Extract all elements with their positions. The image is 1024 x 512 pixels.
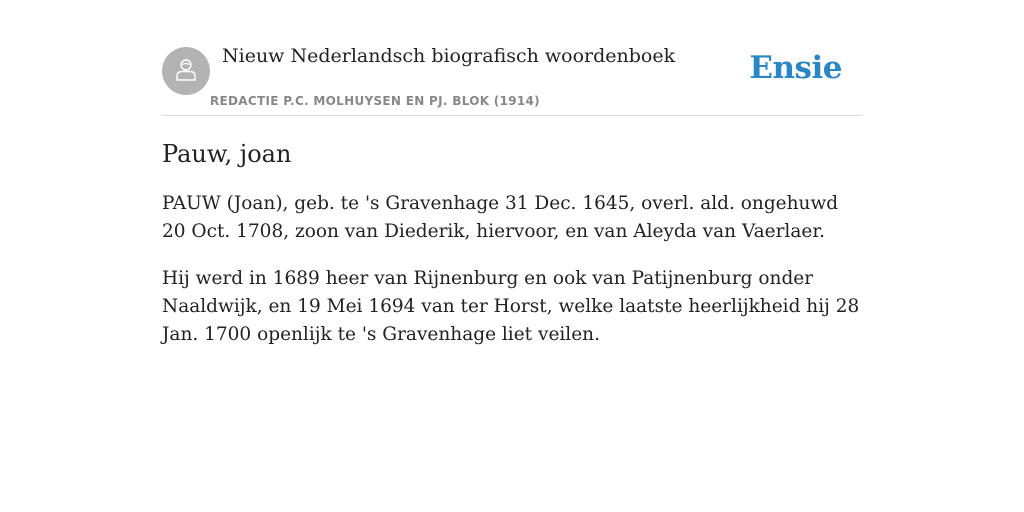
page-container: [162, 0, 862, 349]
source-title[interactable]: Nieuw Nederlandsch biografisch woordenboek: [222, 45, 676, 67]
entry-title: Pauw, joan: [162, 140, 292, 168]
brand-logo[interactable]: Ensie: [749, 50, 842, 86]
source-header: [162, 0, 862, 116]
entry-paragraph: Hij werd in 1689 heer van Rijnenburg en ook van Patijnenburg onder Naaldwijk, en 19 Mei 1694 van ter Horst, welke laatste heerlijkheid hij 28 Jan. 1700 openlijk te 's Gravenhage liet veilen.: [162, 268, 860, 345]
avatar[interactable]: [162, 47, 210, 95]
entry-paragraph: PAUW (Joan), geb. te 's Gravenhage 31 Dec. 1645, overl. ald. ongehuwd 20 Oct. 1708, zoon van Diederik, hiervoor, en van Aleyda van Vaerlaer.: [162, 193, 839, 242]
source-subtitle: REDACTIE P.C. MOLHUYSEN EN PJ. BLOK (1914): [210, 94, 540, 108]
person-outline-icon: [173, 56, 199, 87]
